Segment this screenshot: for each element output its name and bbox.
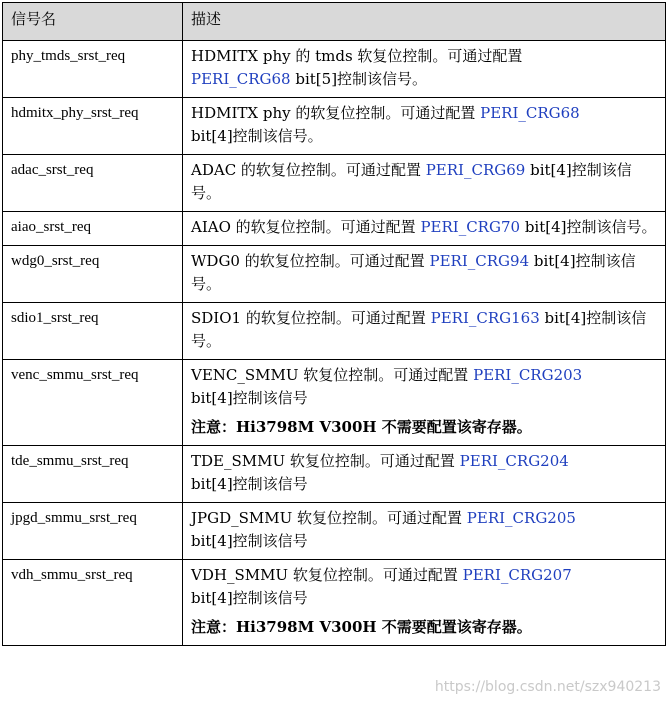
table-row xyxy=(3,503,666,560)
desc-text: AIAO 的软复位控制。可通过配置 xyxy=(191,218,421,236)
table-row xyxy=(3,446,666,503)
signal-table xyxy=(2,2,666,646)
table-row xyxy=(3,303,666,360)
signal-description xyxy=(183,446,666,503)
register-link[interactable]: PERI_CRG203 xyxy=(473,366,583,384)
register-link[interactable]: PERI_CRG68 xyxy=(480,104,580,122)
desc-text: SDIO1 的软复位控制。可通过配置 xyxy=(191,309,431,327)
desc-text: ADAC 的软复位控制。可通过配置 xyxy=(191,161,426,179)
register-link[interactable]: PERI_CRG69 xyxy=(425,161,526,179)
signal-name: tde_smmu_srst_req xyxy=(3,446,183,503)
signal-description xyxy=(183,360,666,446)
table-header-row xyxy=(3,3,666,41)
table-row xyxy=(3,212,666,246)
signal-name: vdh_smmu_srst_req xyxy=(3,560,183,646)
signal-name: jpgd_smmu_srst_req xyxy=(3,503,183,560)
signal-description xyxy=(183,41,666,98)
desc-text: bit[4]控制该信号 xyxy=(191,475,308,493)
desc-text: bit[4]控制该信号 xyxy=(191,589,308,607)
signal-name: hdmitx_phy_srst_req xyxy=(3,98,183,155)
signal-name: wdg0_srst_req xyxy=(3,246,183,303)
desc-text: bit[4]控制该信号 xyxy=(191,389,308,407)
desc-text: bit[4]控制该信号。 xyxy=(191,127,323,145)
signal-name: phy_tmds_srst_req xyxy=(3,41,183,98)
desc-text: WDG0 的软复位控制。可通过配置 xyxy=(191,252,430,270)
register-link[interactable]: PERI_CRG94 xyxy=(429,252,530,270)
signal-description xyxy=(183,246,666,303)
desc-text: bit[4]控制该信号。 xyxy=(520,218,657,236)
signal-description xyxy=(183,155,666,212)
signal-description xyxy=(183,503,666,560)
desc-text: VDH_SMMU 软复位控制。可通过配置 xyxy=(191,566,463,584)
signal-description xyxy=(183,560,666,646)
register-link[interactable]: PERI_CRG204 xyxy=(459,452,569,470)
desc-text: bit[4]控制该信号 xyxy=(191,532,308,550)
signal-name: venc_smmu_srst_req xyxy=(3,360,183,446)
table-row xyxy=(3,155,666,212)
table-row xyxy=(3,98,666,155)
table-row xyxy=(3,41,666,98)
desc-text: JPGD_SMMU 软复位控制。可通过配置 xyxy=(191,509,467,527)
register-link[interactable]: PERI_CRG68 xyxy=(191,70,291,88)
register-link[interactable]: PERI_CRG205 xyxy=(466,509,576,527)
signal-description xyxy=(183,303,666,360)
signal-description xyxy=(183,212,666,246)
desc-text: HDMITX phy 的 tmds 软复位控制。可通过配置 xyxy=(191,47,523,65)
desc-text: TDE_SMMU 软复位控制。可通过配置 xyxy=(191,452,460,470)
table-row xyxy=(3,360,666,446)
register-link[interactable]: PERI_CRG70 xyxy=(420,218,521,236)
signal-name: sdio1_srst_req xyxy=(3,303,183,360)
desc-text: bit[5]控制该信号。 xyxy=(290,70,428,88)
table-row xyxy=(3,246,666,303)
signal-name: adac_srst_req xyxy=(3,155,183,212)
note-text: 注意：Hi3798M V300H 不需要配置该寄存器。 xyxy=(191,618,532,636)
register-link[interactable]: PERI_CRG207 xyxy=(462,566,572,584)
watermark: https://blog.csdn.net/szx940213 xyxy=(434,679,661,695)
signal-name: aiao_srst_req xyxy=(3,212,183,246)
desc-text: bit[4]控制该信号。 xyxy=(191,252,636,293)
note-text: 注意：Hi3798M V300H 不需要配置该寄存器。 xyxy=(191,418,532,436)
header-signal-name: 信号名 xyxy=(3,3,183,41)
register-link[interactable]: PERI_CRG163 xyxy=(430,309,540,327)
signal-description xyxy=(183,98,666,155)
desc-text: bit[4]控制该信号。 xyxy=(191,309,647,350)
desc-text: VENC_SMMU 软复位控制。可通过配置 xyxy=(191,366,474,384)
desc-text: HDMITX phy 的软复位控制。可通过配置 xyxy=(191,104,481,122)
table-row xyxy=(3,560,666,646)
desc-text: bit[4]控制该信号。 xyxy=(191,161,632,202)
header-description: 描述 xyxy=(183,3,666,41)
